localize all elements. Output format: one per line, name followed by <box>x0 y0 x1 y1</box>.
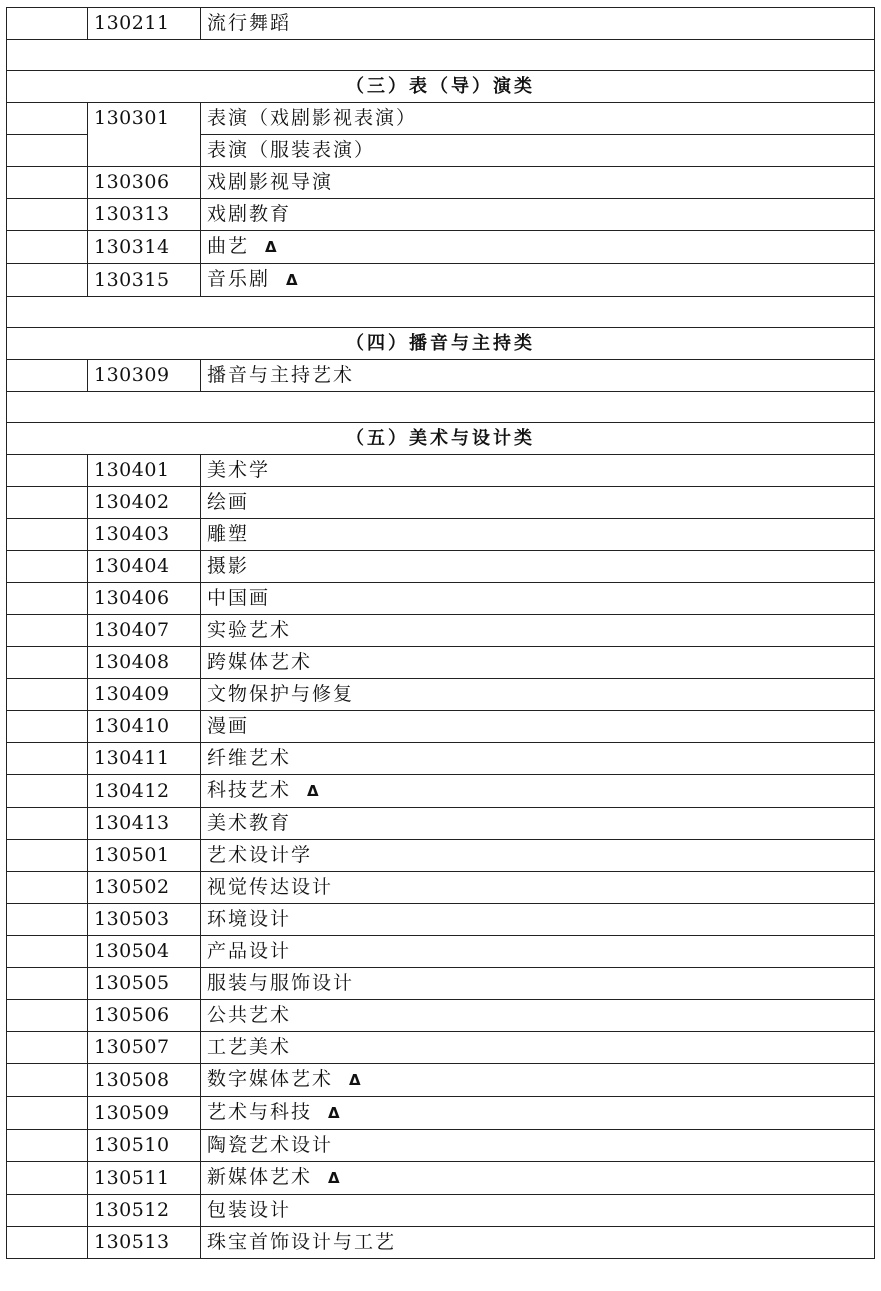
program-name: 产品设计 <box>207 940 292 962</box>
program-name: 公共艺术 <box>207 1004 292 1026</box>
blank-cell <box>7 647 88 679</box>
program-name-cell <box>201 1227 875 1259</box>
blank-cell <box>7 1000 88 1032</box>
program-name-cell <box>201 968 875 1000</box>
blank-cell <box>7 1130 88 1162</box>
program-name: 艺术与科技 <box>207 1101 313 1123</box>
blank-cell <box>7 711 88 743</box>
program-code: 130406 <box>88 583 201 615</box>
program-name-cell <box>201 775 875 808</box>
spacer-row <box>7 40 875 71</box>
blank-cell <box>7 231 88 264</box>
program-code: 130509 <box>88 1097 201 1130</box>
section-header-row <box>7 71 875 103</box>
blank-cell <box>7 264 88 297</box>
program-code: 130315 <box>88 264 201 297</box>
table-row <box>7 615 875 647</box>
table-row <box>7 968 875 1000</box>
program-name-cell <box>201 487 875 519</box>
program-name-cell <box>201 551 875 583</box>
program-name: 表演（戏剧影视表演） <box>207 107 418 129</box>
blank-cell <box>7 872 88 904</box>
program-code: 130506 <box>88 1000 201 1032</box>
table-row <box>7 872 875 904</box>
blank-cell <box>7 103 88 135</box>
program-code: 130511 <box>88 1162 201 1195</box>
program-name-cell <box>201 1000 875 1032</box>
program-code: 130313 <box>88 199 201 231</box>
program-code: 130512 <box>88 1195 201 1227</box>
table-row <box>7 360 875 392</box>
program-code: 130505 <box>88 968 201 1000</box>
program-name-cell <box>201 199 875 231</box>
blank-cell <box>7 743 88 775</box>
section-title: （五）美术与设计类 <box>7 423 875 455</box>
program-name-cell <box>201 872 875 904</box>
program-name-cell <box>201 8 875 40</box>
table-body <box>7 8 875 1259</box>
table-row <box>7 743 875 775</box>
program-code: 130402 <box>88 487 201 519</box>
program-name: 纤维艺术 <box>207 747 292 769</box>
program-name: 服装与服饰设计 <box>207 972 355 994</box>
program-name: 实验艺术 <box>207 619 292 641</box>
table-row <box>7 8 875 40</box>
program-code: 130502 <box>88 872 201 904</box>
program-code: 130404 <box>88 551 201 583</box>
blank-cell <box>7 1227 88 1259</box>
blank-cell <box>7 1195 88 1227</box>
section-header-row <box>7 423 875 455</box>
program-name: 漫画 <box>207 715 250 737</box>
table-row <box>7 103 875 135</box>
table-row <box>7 1032 875 1064</box>
blank-cell <box>7 1064 88 1097</box>
program-name: 文物保护与修复 <box>207 683 355 705</box>
program-name: 美术学 <box>207 459 271 481</box>
table-row <box>7 1227 875 1259</box>
program-code: 130407 <box>88 615 201 647</box>
program-code: 130409 <box>88 679 201 711</box>
section-title: （四）播音与主持类 <box>7 328 875 360</box>
program-code: 130401 <box>88 455 201 487</box>
table-row <box>7 647 875 679</box>
program-catalog-table <box>6 7 875 1259</box>
program-code: 130403 <box>88 519 201 551</box>
program-name-cell <box>201 135 875 167</box>
blank-cell <box>7 487 88 519</box>
table-row <box>7 487 875 519</box>
spacer-cell <box>7 392 875 423</box>
program-name-cell <box>201 679 875 711</box>
blank-cell <box>7 551 88 583</box>
program-code: 130501 <box>88 840 201 872</box>
program-code: 130408 <box>88 647 201 679</box>
spacer-row <box>7 392 875 423</box>
table-row <box>7 455 875 487</box>
program-name-cell <box>201 1064 875 1097</box>
program-name-cell <box>201 264 875 297</box>
table-row <box>7 199 875 231</box>
program-name: 陶瓷艺术设计 <box>207 1134 334 1156</box>
program-name-cell <box>201 103 875 135</box>
program-name: 工艺美术 <box>207 1036 292 1058</box>
program-name-cell <box>201 1097 875 1130</box>
program-name-cell <box>201 455 875 487</box>
program-code: 130301 <box>88 103 201 167</box>
program-name-cell <box>201 1032 875 1064</box>
table-row <box>7 840 875 872</box>
blank-cell <box>7 1162 88 1195</box>
blank-cell <box>7 775 88 808</box>
program-name: 科技艺术 <box>207 779 292 801</box>
blank-cell <box>7 679 88 711</box>
program-code: 130412 <box>88 775 201 808</box>
program-code: 130309 <box>88 360 201 392</box>
program-name: 表演（服装表演） <box>207 139 376 161</box>
program-code: 130410 <box>88 711 201 743</box>
table-row <box>7 808 875 840</box>
blank-cell <box>7 808 88 840</box>
program-name: 视觉传达设计 <box>207 876 334 898</box>
table-row <box>7 679 875 711</box>
new-program-mark: Δ <box>307 782 319 800</box>
table-row <box>7 775 875 808</box>
program-name: 播音与主持艺术 <box>207 364 355 386</box>
blank-cell <box>7 840 88 872</box>
table-row <box>7 519 875 551</box>
program-code: 130411 <box>88 743 201 775</box>
program-name: 摄影 <box>207 555 250 577</box>
blank-cell <box>7 904 88 936</box>
program-code: 130306 <box>88 167 201 199</box>
program-name: 美术教育 <box>207 812 292 834</box>
new-program-mark: Δ <box>265 238 277 256</box>
blank-cell <box>7 199 88 231</box>
program-name-cell <box>201 231 875 264</box>
section-header-row <box>7 328 875 360</box>
section-title: （三）表（导）演类 <box>7 71 875 103</box>
table-row <box>7 711 875 743</box>
program-name-cell <box>201 711 875 743</box>
blank-cell <box>7 968 88 1000</box>
blank-cell <box>7 1097 88 1130</box>
program-name-cell <box>201 1195 875 1227</box>
program-name-cell <box>201 936 875 968</box>
program-code: 130510 <box>88 1130 201 1162</box>
program-name: 数字媒体艺术 <box>207 1068 334 1090</box>
program-name: 绘画 <box>207 491 250 513</box>
program-name: 跨媒体艺术 <box>207 651 313 673</box>
table-row <box>7 936 875 968</box>
table-row <box>7 551 875 583</box>
table-row <box>7 1064 875 1097</box>
program-name: 戏剧影视导演 <box>207 171 334 193</box>
program-name: 环境设计 <box>207 908 292 930</box>
program-name-cell <box>201 519 875 551</box>
program-name: 珠宝首饰设计与工艺 <box>207 1231 397 1253</box>
spacer-row <box>7 297 875 328</box>
new-program-mark: Δ <box>286 271 298 289</box>
table-row <box>7 167 875 199</box>
program-name: 艺术设计学 <box>207 844 313 866</box>
table-row <box>7 904 875 936</box>
program-code: 130508 <box>88 1064 201 1097</box>
blank-cell <box>7 135 88 167</box>
program-name-cell <box>201 360 875 392</box>
program-name-cell <box>201 743 875 775</box>
program-name-cell <box>201 840 875 872</box>
program-code: 130507 <box>88 1032 201 1064</box>
program-name: 流行舞蹈 <box>207 12 292 34</box>
table-row <box>7 264 875 297</box>
spacer-cell <box>7 40 875 71</box>
blank-cell <box>7 583 88 615</box>
spacer-cell <box>7 297 875 328</box>
program-name-cell <box>201 167 875 199</box>
program-code: 130314 <box>88 231 201 264</box>
table-row <box>7 1000 875 1032</box>
program-name-cell <box>201 808 875 840</box>
table-row <box>7 583 875 615</box>
table-row <box>7 1097 875 1130</box>
new-program-mark: Δ <box>328 1169 340 1187</box>
program-name: 中国画 <box>207 587 271 609</box>
program-code: 130413 <box>88 808 201 840</box>
program-code: 130211 <box>88 8 201 40</box>
program-name-cell <box>201 1130 875 1162</box>
table-row <box>7 231 875 264</box>
new-program-mark: Δ <box>328 1104 340 1122</box>
program-name: 包装设计 <box>207 1199 292 1221</box>
table-row <box>7 1130 875 1162</box>
program-name-cell <box>201 647 875 679</box>
blank-cell <box>7 615 88 647</box>
program-name: 戏剧教育 <box>207 203 292 225</box>
program-name-cell <box>201 904 875 936</box>
program-code: 130503 <box>88 904 201 936</box>
program-name: 曲艺 <box>207 235 250 257</box>
program-name: 音乐剧 <box>207 268 271 290</box>
program-name-cell <box>201 1162 875 1195</box>
program-name-cell <box>201 583 875 615</box>
new-program-mark: Δ <box>349 1071 361 1089</box>
blank-cell <box>7 167 88 199</box>
program-name-cell <box>201 615 875 647</box>
table-row <box>7 1195 875 1227</box>
blank-cell <box>7 455 88 487</box>
blank-cell <box>7 1032 88 1064</box>
program-name: 新媒体艺术 <box>207 1166 313 1188</box>
blank-cell <box>7 8 88 40</box>
program-code: 130513 <box>88 1227 201 1259</box>
table-row <box>7 1162 875 1195</box>
blank-cell <box>7 519 88 551</box>
blank-cell <box>7 936 88 968</box>
program-code: 130504 <box>88 936 201 968</box>
program-name: 雕塑 <box>207 523 250 545</box>
blank-cell <box>7 360 88 392</box>
